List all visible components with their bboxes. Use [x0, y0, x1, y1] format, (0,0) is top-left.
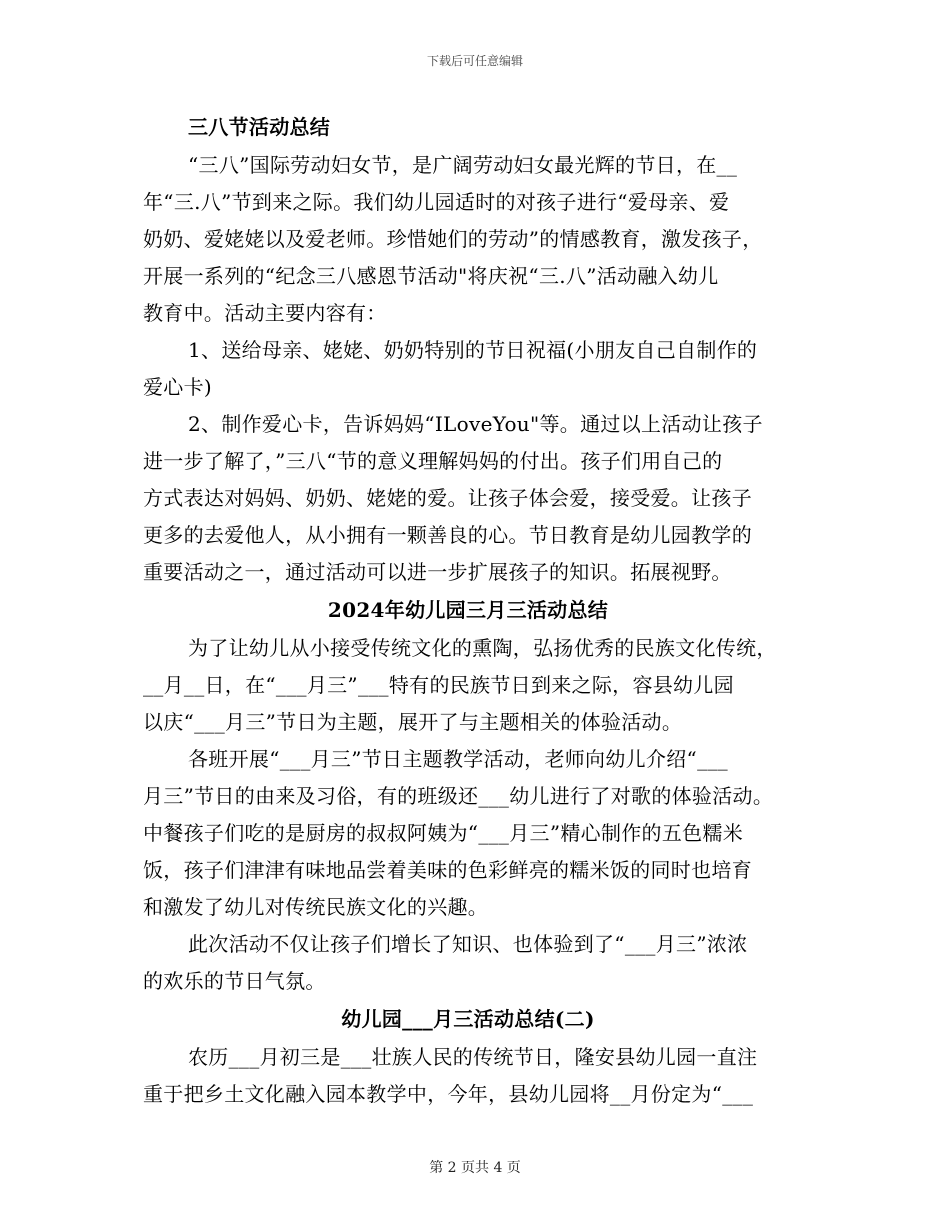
paragraph-line: 的欢乐的节日气氛。: [143, 969, 326, 993]
paragraph-line: 2、制作爱心卡，告诉妈妈“ILoveYou"等。通过以上活动让孩子: [188, 412, 763, 436]
document-body: [143, 108, 823, 1113]
page-header: 下载后可任意编辑: [426, 54, 523, 68]
paragraph-line: 中餐孩子们吃的是厨房的叔叔阿姨为“___月三”精心制作的五色糯米: [143, 821, 744, 845]
paragraph-line: 爱心卡): [143, 375, 213, 399]
paragraph-line: 以庆“___月三”节日为主题，展开了与主题相关的体验活动。: [143, 710, 683, 734]
paragraph-line: 进一步了解了，”三八“节的意义理解妈妈的付出。孩子们用自己的: [143, 449, 723, 473]
paragraph-line: 开展一系列的“纪念三八感恩节活动"将庆祝“三.八”活动融入幼儿: [143, 264, 719, 288]
paragraph-line: 月三”节日的由来及习俗，有的班级还___幼儿进行了对歌的体验活动。: [143, 784, 774, 808]
paragraph-line: 重要活动之一，通过活动可以进一步扩展孩子的知识。拓展视野。: [143, 560, 732, 584]
section-title: 2024年幼儿园三月三活动总结: [327, 598, 609, 622]
section-title: 三八节活动总结: [188, 115, 331, 139]
paragraph-line: 为了让幼儿从小接受传统文化的熏陶，弘扬优秀的民族文化传统，: [188, 636, 777, 660]
paragraph-line: 和激发了幼儿对传统民族文化的兴趣。: [143, 895, 489, 919]
paragraph-line: 此次活动不仅让孩子们增长了知识、也体验到了“___月三”浓浓: [188, 932, 748, 956]
paragraph-line: 方式表达对妈妈、奶奶、姥姥的爱。让孩子体会爱，接受爱。让孩子: [143, 486, 752, 510]
paragraph-line: 1、送给母亲、姥姥、奶奶特别的节日祝福(小朋友自己自制作的: [188, 338, 758, 362]
paragraph-line: 各班开展“___月三”节日主题教学活动，老师向幼儿介绍“___: [188, 747, 728, 771]
paragraph-line: 年“三.八”节到来之际。我们幼儿园适时的对孩子进行“爱母亲、爱: [143, 190, 730, 214]
paragraph-line: 奶奶、爱姥姥以及爱老师。珍惜她们的劳动”的情感教育，激发孩子，: [143, 227, 763, 251]
paragraph-line: 更多的去爱他人，从小拥有一颗善良的心。节日教育是幼儿园教学的: [143, 523, 752, 547]
section-title: 幼儿园___月三活动总结(二): [341, 1007, 595, 1031]
paragraph-line: 农历___月初三是___壮族人民的传统节日，隆安县幼儿园一直注: [188, 1045, 758, 1069]
paragraph-line: __月__日，在“___月三”___特有的民族节日到来之际，容县幼儿园: [143, 673, 734, 697]
paragraph-line: 重于把乡土文化融入园本教学中，今年，县幼儿园将__月份定为“___: [143, 1082, 754, 1106]
page-footer: 第 2 页共 4 页: [429, 1160, 521, 1176]
paragraph-line: 饭，孩子们津津有味地品尝着美味的色彩鲜亮的糯米饭的同时也培育: [143, 858, 752, 882]
paragraph-line: 教育中。活动主要内容有：: [143, 301, 387, 325]
paragraph-line: “三八”国际劳动妇女节，是广阔劳动妇女最光辉的节日，在__: [188, 153, 738, 177]
